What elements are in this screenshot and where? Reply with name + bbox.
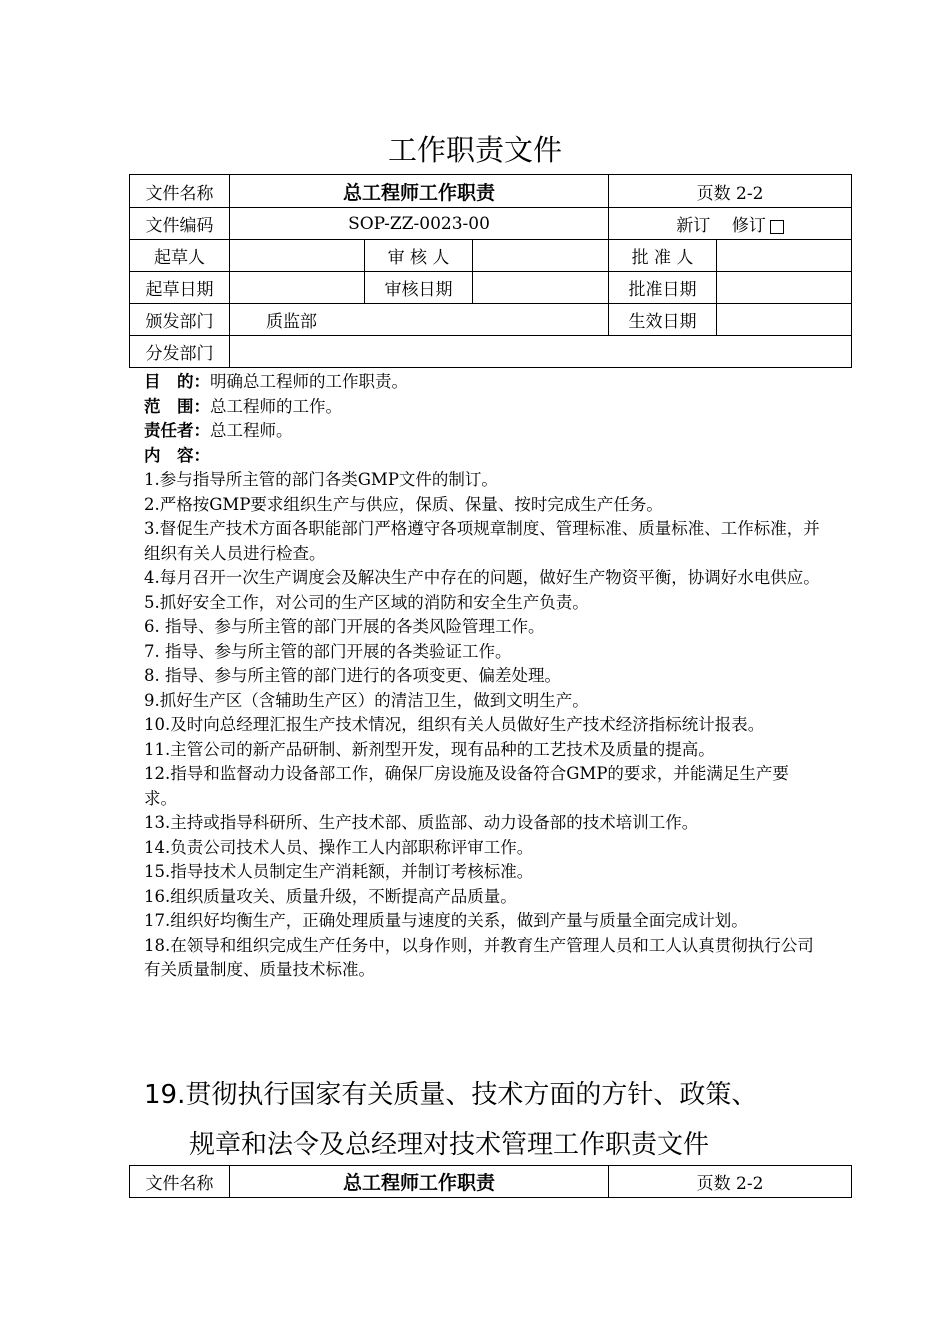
doc-name-label: 文件名称	[130, 1166, 230, 1198]
reviewer-value	[473, 240, 609, 272]
revision-status	[609, 208, 852, 240]
list-item: 5.抓好安全工作，对公司的生产区域的消防和安全生产负责。	[144, 592, 589, 612]
list-item: 7. 指导、参与所主管的部门开展的各类验证工作。	[144, 641, 512, 661]
content-line	[144, 444, 820, 469]
content-label: 内 容：	[144, 445, 210, 465]
review-date-value	[473, 272, 609, 304]
list-item: 11.主管公司的新产品研制、新剂型开发，现有品种的工艺技术及质量的提高。	[144, 739, 715, 759]
draft-date-label: 起草日期	[130, 272, 230, 304]
purpose-label: 目 的：	[144, 372, 210, 391]
reviewer-label: 审 核 人	[365, 240, 473, 272]
page-title: 工作职责文件	[387, 133, 562, 167]
doc-code-value: SOP-ZZ-0023-00	[230, 208, 609, 240]
list-item: 13.主持或指导科研所、生产技术部、质监部、动力设备部的技术培训工作。	[144, 813, 699, 832]
responsible-label: 责任者：	[144, 421, 210, 440]
approve-date-value	[717, 272, 852, 304]
distribute-dept-value	[230, 336, 852, 368]
list-item: 4.每月召开一次生产调度会及解决生产中存在的问题，做好生产物资平衡，协调好水电供应。	[144, 568, 820, 587]
list-item: 15.指导技术人员制定生产消耗额，并制订考核标准。	[144, 862, 534, 881]
responsible-line	[144, 419, 820, 444]
list-item: 17.组织好均衡生产，正确处理质量与速度的关系，做到产量与质量全面完成计划。	[144, 911, 748, 930]
list-item: 2.严格按GMP要求组织生产与供应，保质、保量、按时完成生产任务。	[144, 494, 663, 514]
document-header-table	[129, 174, 852, 368]
purpose-text: 明确总工程师的工作职责。	[210, 372, 408, 391]
doc-name-value: 总工程师工作职责	[230, 175, 609, 208]
list-item: 16.组织质量攻关、质量升级，不断提高产品质量。	[144, 886, 517, 906]
drafter-value	[230, 240, 365, 272]
list-item: 6. 指导、参与所主管的部门开展的各类风险管理工作。	[144, 617, 545, 636]
review-date-label: 审核日期	[365, 272, 473, 304]
item-19-line-2: 规章和法令及总经理对技术管理工作职责文件	[189, 1130, 710, 1160]
list-item: 1.参与指导所主管的部门各类GMP文件的制订。	[144, 470, 498, 489]
approver-value	[717, 240, 852, 272]
scope-label: 范 围：	[144, 396, 210, 416]
list-item: 8. 指导、参与所主管的部门进行的各项变更、偏差处理。	[144, 666, 561, 685]
distribute-dept-label: 分发部门	[130, 336, 230, 368]
page-count: 页数 2-2	[609, 175, 852, 208]
new-label: 新订	[676, 216, 711, 236]
list-item: 12.指导和监督动力设备部工作，确保厂房设施及设备符合GMP的要求，并能满足生产要求。	[144, 764, 789, 808]
draft-date-value	[230, 272, 365, 304]
list-item: 10.及时向总经理汇报生产技术情况，组织有关人员做好生产技术经济指标统计报表。	[144, 715, 765, 734]
approver-label: 批 准 人	[609, 240, 717, 272]
revise-label: 修订	[731, 216, 766, 236]
next-page-header-table	[129, 1165, 852, 1198]
issue-dept-value: 质监部	[230, 304, 609, 336]
doc-name-value: 总工程师工作职责	[230, 1166, 609, 1198]
page-count: 页数 2-2	[609, 1166, 852, 1198]
purpose-line	[144, 370, 820, 395]
effective-date-value	[717, 304, 852, 336]
list-item: 14.负责公司技术人员、操作工人内部职称评审工作。	[144, 837, 534, 857]
revise-checkbox[interactable]	[770, 220, 784, 234]
list-item: 18.在领导和组织完成生产任务中，以身作则，并教育生产管理人员和工人认真贯彻执行公司有关质量制度、质量技术标准。	[144, 935, 814, 979]
item-19-line-1: 19.贯彻执行国家有关质量、技术方面的方针、政策、	[144, 1080, 758, 1110]
doc-name-label: 文件名称	[130, 175, 230, 208]
scope-line	[144, 395, 820, 420]
drafter-label: 起草人	[130, 240, 230, 272]
approve-date-label: 批准日期	[609, 272, 717, 304]
effective-date-label: 生效日期	[609, 304, 717, 336]
list-item: 9.抓好生产区（含辅助生产区）的清洁卫生，做到文明生产。	[144, 690, 589, 710]
scope-text: 总工程师的工作。	[210, 396, 342, 416]
document-body	[144, 370, 820, 983]
doc-code-label: 文件编码	[130, 208, 230, 240]
issue-dept-label: 颁发部门	[130, 304, 230, 336]
list-item: 3.督促生产技术方面各职能部门严格遵守各项规章制度、管理标准、质量标准、工作标准，并组织有关人员进行检查。	[144, 519, 820, 563]
responsible-text: 总工程师。	[210, 421, 293, 440]
